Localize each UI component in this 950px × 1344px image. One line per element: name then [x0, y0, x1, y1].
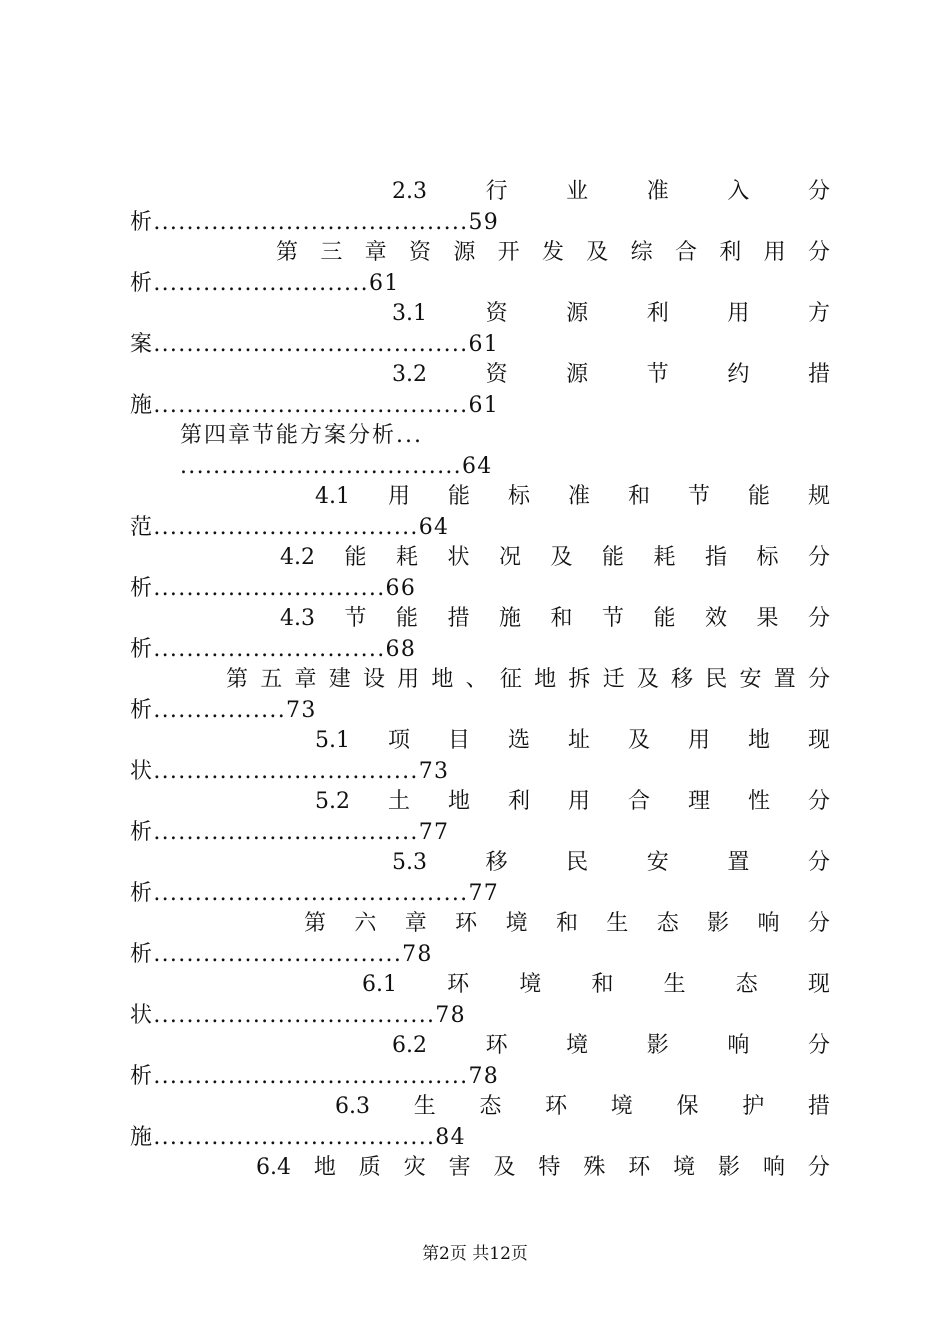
- heading-token: 入: [727, 179, 750, 204]
- toc-page-number: 64: [461, 454, 493, 479]
- heading-token: 境: [505, 911, 528, 936]
- heading-token: 理: [687, 789, 710, 814]
- heading-token: 态: [656, 911, 679, 936]
- leader-char: 析: [130, 271, 154, 296]
- leader-char: 析: [130, 698, 154, 723]
- heading-token: 及: [627, 728, 650, 753]
- leader-char: 析: [130, 942, 154, 967]
- heading-token: 合: [674, 240, 697, 265]
- toc-heading-4-1: [315, 482, 830, 512]
- heading-token: 业: [566, 179, 589, 204]
- heading-token: 境: [673, 1155, 696, 1180]
- heading-token: 和: [627, 484, 650, 509]
- heading-token: 用: [387, 484, 410, 509]
- heading-token: 害: [448, 1155, 471, 1180]
- heading-token: 建: [328, 667, 351, 692]
- toc-heading-chapter-3: [276, 238, 830, 268]
- heading-token: 分: [807, 850, 830, 875]
- heading-token: 境: [519, 972, 542, 997]
- heading-token: 置: [773, 667, 796, 692]
- heading-token: 能: [447, 484, 470, 509]
- heading-token: 3.2: [392, 362, 427, 387]
- heading-token: 章: [404, 911, 427, 936]
- heading-token: 能: [395, 606, 418, 631]
- toc-leader-6-3: [130, 1123, 466, 1153]
- heading-token: 约: [727, 362, 750, 387]
- heading-token: 置: [727, 850, 750, 875]
- leader-dots: ................................: [153, 820, 419, 845]
- leader-char: 析: [130, 637, 154, 662]
- leader-dots: ................................: [153, 759, 419, 784]
- leader-dots: ......................................: [153, 881, 469, 906]
- heading-token: 地: [447, 789, 470, 814]
- heading-token: 合: [627, 789, 650, 814]
- heading-token: 设: [362, 667, 385, 692]
- toc-leader-3-2: [130, 391, 499, 421]
- heading-token: 生: [413, 1094, 436, 1119]
- heading-token: 生: [606, 911, 629, 936]
- leader-char: 析: [130, 820, 154, 845]
- heading-token: 第: [304, 911, 327, 936]
- heading-token: 源: [566, 362, 589, 387]
- heading-token: 境: [610, 1094, 633, 1119]
- leader-dots: ......................................: [153, 393, 469, 418]
- toc-page-number: 77: [468, 881, 500, 906]
- toc-leader-6-2: [130, 1062, 499, 1092]
- toc-leader-chapter-4: [180, 452, 493, 482]
- heading-token: 4.3: [280, 606, 315, 631]
- leader-char: 状: [130, 759, 154, 784]
- heading-token: 利: [719, 240, 742, 265]
- heading-token: 节: [646, 362, 669, 387]
- toc-leader-3-1: [130, 330, 499, 360]
- heading-token: 5.1: [315, 728, 350, 753]
- heading-token: 地: [431, 667, 454, 692]
- heading-token: 用: [727, 301, 750, 326]
- toc-page-number: 61: [468, 332, 500, 357]
- heading-token: 利: [646, 301, 669, 326]
- heading-token: 保: [676, 1094, 699, 1119]
- toc-heading-5-2: [315, 787, 830, 817]
- heading-token: 性: [747, 789, 770, 814]
- heading-token: 项: [387, 728, 410, 753]
- heading-token: 5.3: [392, 850, 427, 875]
- heading-token: 地: [313, 1155, 336, 1180]
- toc-heading-5-3: [392, 848, 830, 878]
- toc-leader-5-2: [130, 818, 449, 848]
- heading-token: 土: [387, 789, 410, 814]
- toc-leader-2-3: [130, 208, 499, 238]
- heading-token: 利: [507, 789, 530, 814]
- heading-token: 分: [807, 1155, 830, 1180]
- toc-page-number: 73: [418, 759, 450, 784]
- heading-token: 用: [567, 789, 590, 814]
- leader-dots: ................................: [153, 515, 419, 540]
- toc-leader-chapter-5: [130, 696, 317, 726]
- heading-token: 3.1: [392, 301, 427, 326]
- leader-char: 析: [130, 881, 154, 906]
- toc-page-number: 78: [402, 942, 433, 967]
- toc-page-number: 77: [418, 820, 450, 845]
- toc-heading-6-1: [362, 970, 830, 1000]
- heading-token: 分: [807, 606, 830, 631]
- toc-page-number: 59: [468, 210, 500, 235]
- leader-dots: ......................................: [153, 210, 469, 235]
- heading-token: 址: [567, 728, 590, 753]
- heading-token: 分: [807, 240, 830, 265]
- heading-token: 和: [550, 606, 573, 631]
- leader-dots: ..................................: [180, 454, 462, 479]
- toc-heading-4-3: [280, 604, 830, 634]
- heading-token: 影: [707, 911, 730, 936]
- heading-token: 6.3: [335, 1094, 370, 1119]
- heading-token: 源: [566, 301, 589, 326]
- leader-dots: ............................: [153, 637, 386, 662]
- heading-token: 效: [704, 606, 727, 631]
- heading-token: 三: [320, 240, 343, 265]
- heading-token: 措: [807, 1094, 830, 1119]
- heading-token: 分: [807, 179, 830, 204]
- heading-token: 行: [485, 179, 508, 204]
- heading-token: 施: [498, 606, 521, 631]
- leader-dots: ..........................: [153, 271, 369, 296]
- heading-text: 第四章节能方案分析...: [180, 423, 423, 448]
- heading-token: 分: [807, 1033, 830, 1058]
- toc-heading-6-3: [335, 1092, 830, 1122]
- toc-heading-6-4: [256, 1153, 830, 1183]
- toc-leader-4-2: [130, 574, 416, 604]
- heading-token: 能: [653, 606, 676, 631]
- heading-token: 耗: [395, 545, 418, 570]
- leader-dots: ......................................: [153, 332, 469, 357]
- leader-dots: ..............................: [153, 942, 403, 967]
- heading-token: 6.2: [392, 1033, 427, 1058]
- heading-token: 和: [591, 972, 614, 997]
- heading-token: 分: [807, 545, 830, 570]
- heading-token: 环: [485, 1033, 508, 1058]
- heading-token: 5.2: [315, 789, 350, 814]
- toc-heading-5-1: [315, 726, 830, 756]
- heading-token: 及: [550, 545, 573, 570]
- heading-token: 果: [756, 606, 779, 631]
- leader-char: 状: [130, 1003, 154, 1028]
- heading-token: 及: [586, 240, 609, 265]
- toc-leader-4-3: [130, 635, 416, 665]
- leader-dots: ......................................: [153, 1064, 469, 1089]
- heading-token: 态: [479, 1094, 502, 1119]
- heading-token: 章: [294, 667, 317, 692]
- toc-heading-chapter-4: [180, 421, 423, 451]
- heading-token: 生: [663, 972, 686, 997]
- heading-token: 安: [739, 667, 762, 692]
- toc-page-number: 61: [368, 271, 400, 296]
- heading-token: 耗: [653, 545, 676, 570]
- leader-dots: ................: [153, 698, 287, 723]
- page-footer: 第2页 共12页: [422, 1244, 528, 1264]
- heading-token: 能: [747, 484, 770, 509]
- toc-page-number: 84: [435, 1125, 466, 1150]
- heading-token: 环: [455, 911, 478, 936]
- heading-token: 环: [447, 972, 470, 997]
- heading-token: 五: [260, 667, 283, 692]
- heading-token: 发: [541, 240, 564, 265]
- heading-token: 开: [497, 240, 520, 265]
- heading-token: 资: [485, 301, 508, 326]
- heading-token: 况: [498, 545, 521, 570]
- leader-dots: ..................................: [153, 1125, 436, 1150]
- heading-token: 影: [646, 1033, 669, 1058]
- heading-token: 和: [555, 911, 578, 936]
- heading-token: 节: [601, 606, 624, 631]
- heading-token: 2.3: [392, 179, 427, 204]
- heading-token: 灾: [403, 1155, 426, 1180]
- leader-dots: ............................: [153, 576, 386, 601]
- heading-token: 综: [630, 240, 653, 265]
- heading-token: 态: [735, 972, 758, 997]
- heading-token: 节: [687, 484, 710, 509]
- toc-heading-3-1: [392, 299, 830, 329]
- leader-char: 施: [130, 393, 154, 418]
- toc-heading-3-2: [392, 360, 830, 390]
- heading-token: 六: [354, 911, 377, 936]
- heading-token: 环: [545, 1094, 568, 1119]
- heading-token: 选: [507, 728, 530, 753]
- heading-token: 标: [756, 545, 779, 570]
- leader-char: 析: [130, 576, 154, 601]
- heading-token: 用: [397, 667, 420, 692]
- toc-page-number: 64: [418, 515, 450, 540]
- heading-token: 方: [807, 301, 830, 326]
- heading-token: 环: [628, 1155, 651, 1180]
- heading-token: 地: [534, 667, 557, 692]
- leader-char: 析: [130, 1064, 154, 1089]
- heading-token: 用: [687, 728, 710, 753]
- heading-token: 殊: [583, 1155, 606, 1180]
- heading-token: 拆: [568, 667, 591, 692]
- heading-token: 准: [646, 179, 669, 204]
- heading-token: 标: [507, 484, 530, 509]
- leader-dots: ..................................: [153, 1003, 436, 1028]
- heading-token: 资: [408, 240, 431, 265]
- heading-token: 响: [762, 1155, 785, 1180]
- heading-token: 4.1: [315, 484, 350, 509]
- heading-token: 目: [447, 728, 470, 753]
- leader-char: 施: [130, 1125, 154, 1150]
- toc-leader-4-1: [130, 513, 449, 543]
- heading-token: 分: [807, 789, 830, 814]
- heading-token: 节: [344, 606, 367, 631]
- heading-token: 第: [226, 667, 249, 692]
- heading-token: 响: [757, 911, 780, 936]
- heading-token: 民: [566, 850, 589, 875]
- toc-page-number: 66: [385, 576, 417, 601]
- toc-page-number: 73: [286, 698, 317, 723]
- heading-token: 章: [364, 240, 387, 265]
- heading-token: 资: [485, 362, 508, 387]
- heading-token: 、: [465, 667, 488, 692]
- toc-leader-5-3: [130, 879, 499, 909]
- heading-token: 用: [763, 240, 786, 265]
- heading-token: 措: [807, 362, 830, 387]
- heading-token: 分: [807, 667, 830, 692]
- heading-token: 指: [704, 545, 727, 570]
- heading-token: 民: [705, 667, 728, 692]
- heading-token: 质: [358, 1155, 381, 1180]
- toc-heading-4-2: [280, 543, 830, 573]
- heading-token: 分: [807, 911, 830, 936]
- toc-leader-chapter-6: [130, 940, 433, 970]
- toc-heading-chapter-5: [226, 665, 830, 695]
- heading-token: 源: [453, 240, 476, 265]
- heading-token: 及: [493, 1155, 516, 1180]
- toc-page-number: 78: [435, 1003, 466, 1028]
- heading-token: 迁: [602, 667, 625, 692]
- heading-token: 能: [601, 545, 624, 570]
- toc-page-number: 78: [468, 1064, 500, 1089]
- toc-heading-chapter-6: [304, 909, 830, 939]
- heading-token: 现: [807, 728, 830, 753]
- heading-token: 6.1: [362, 972, 397, 997]
- heading-token: 影: [718, 1155, 741, 1180]
- heading-token: 移: [485, 850, 508, 875]
- leader-char: 析: [130, 210, 154, 235]
- heading-token: 响: [727, 1033, 750, 1058]
- heading-token: 护: [742, 1094, 765, 1119]
- heading-token: 特: [538, 1155, 561, 1180]
- heading-token: 地: [747, 728, 770, 753]
- toc-page-number: 68: [385, 637, 417, 662]
- toc-heading-6-2: [392, 1031, 830, 1061]
- leader-char: 范: [130, 515, 154, 540]
- toc-leader-5-1: [130, 757, 449, 787]
- heading-token: 移: [671, 667, 694, 692]
- heading-token: 6.4: [256, 1155, 291, 1180]
- toc-leader-chapter-3: [130, 269, 400, 299]
- heading-token: 措: [447, 606, 470, 631]
- leader-char: 案: [130, 332, 154, 357]
- heading-token: 4.2: [280, 545, 315, 570]
- toc-heading-2-3: [392, 177, 830, 207]
- heading-token: 能: [344, 545, 367, 570]
- heading-token: 及: [636, 667, 659, 692]
- heading-token: 现: [807, 972, 830, 997]
- heading-token: 状: [447, 545, 470, 570]
- heading-token: 境: [566, 1033, 589, 1058]
- heading-token: 安: [646, 850, 669, 875]
- heading-token: 第: [276, 240, 299, 265]
- heading-token: 准: [567, 484, 590, 509]
- heading-token: 征: [499, 667, 522, 692]
- toc-page-number: 61: [468, 393, 500, 418]
- toc-leader-6-1: [130, 1001, 466, 1031]
- heading-token: 规: [807, 484, 830, 509]
